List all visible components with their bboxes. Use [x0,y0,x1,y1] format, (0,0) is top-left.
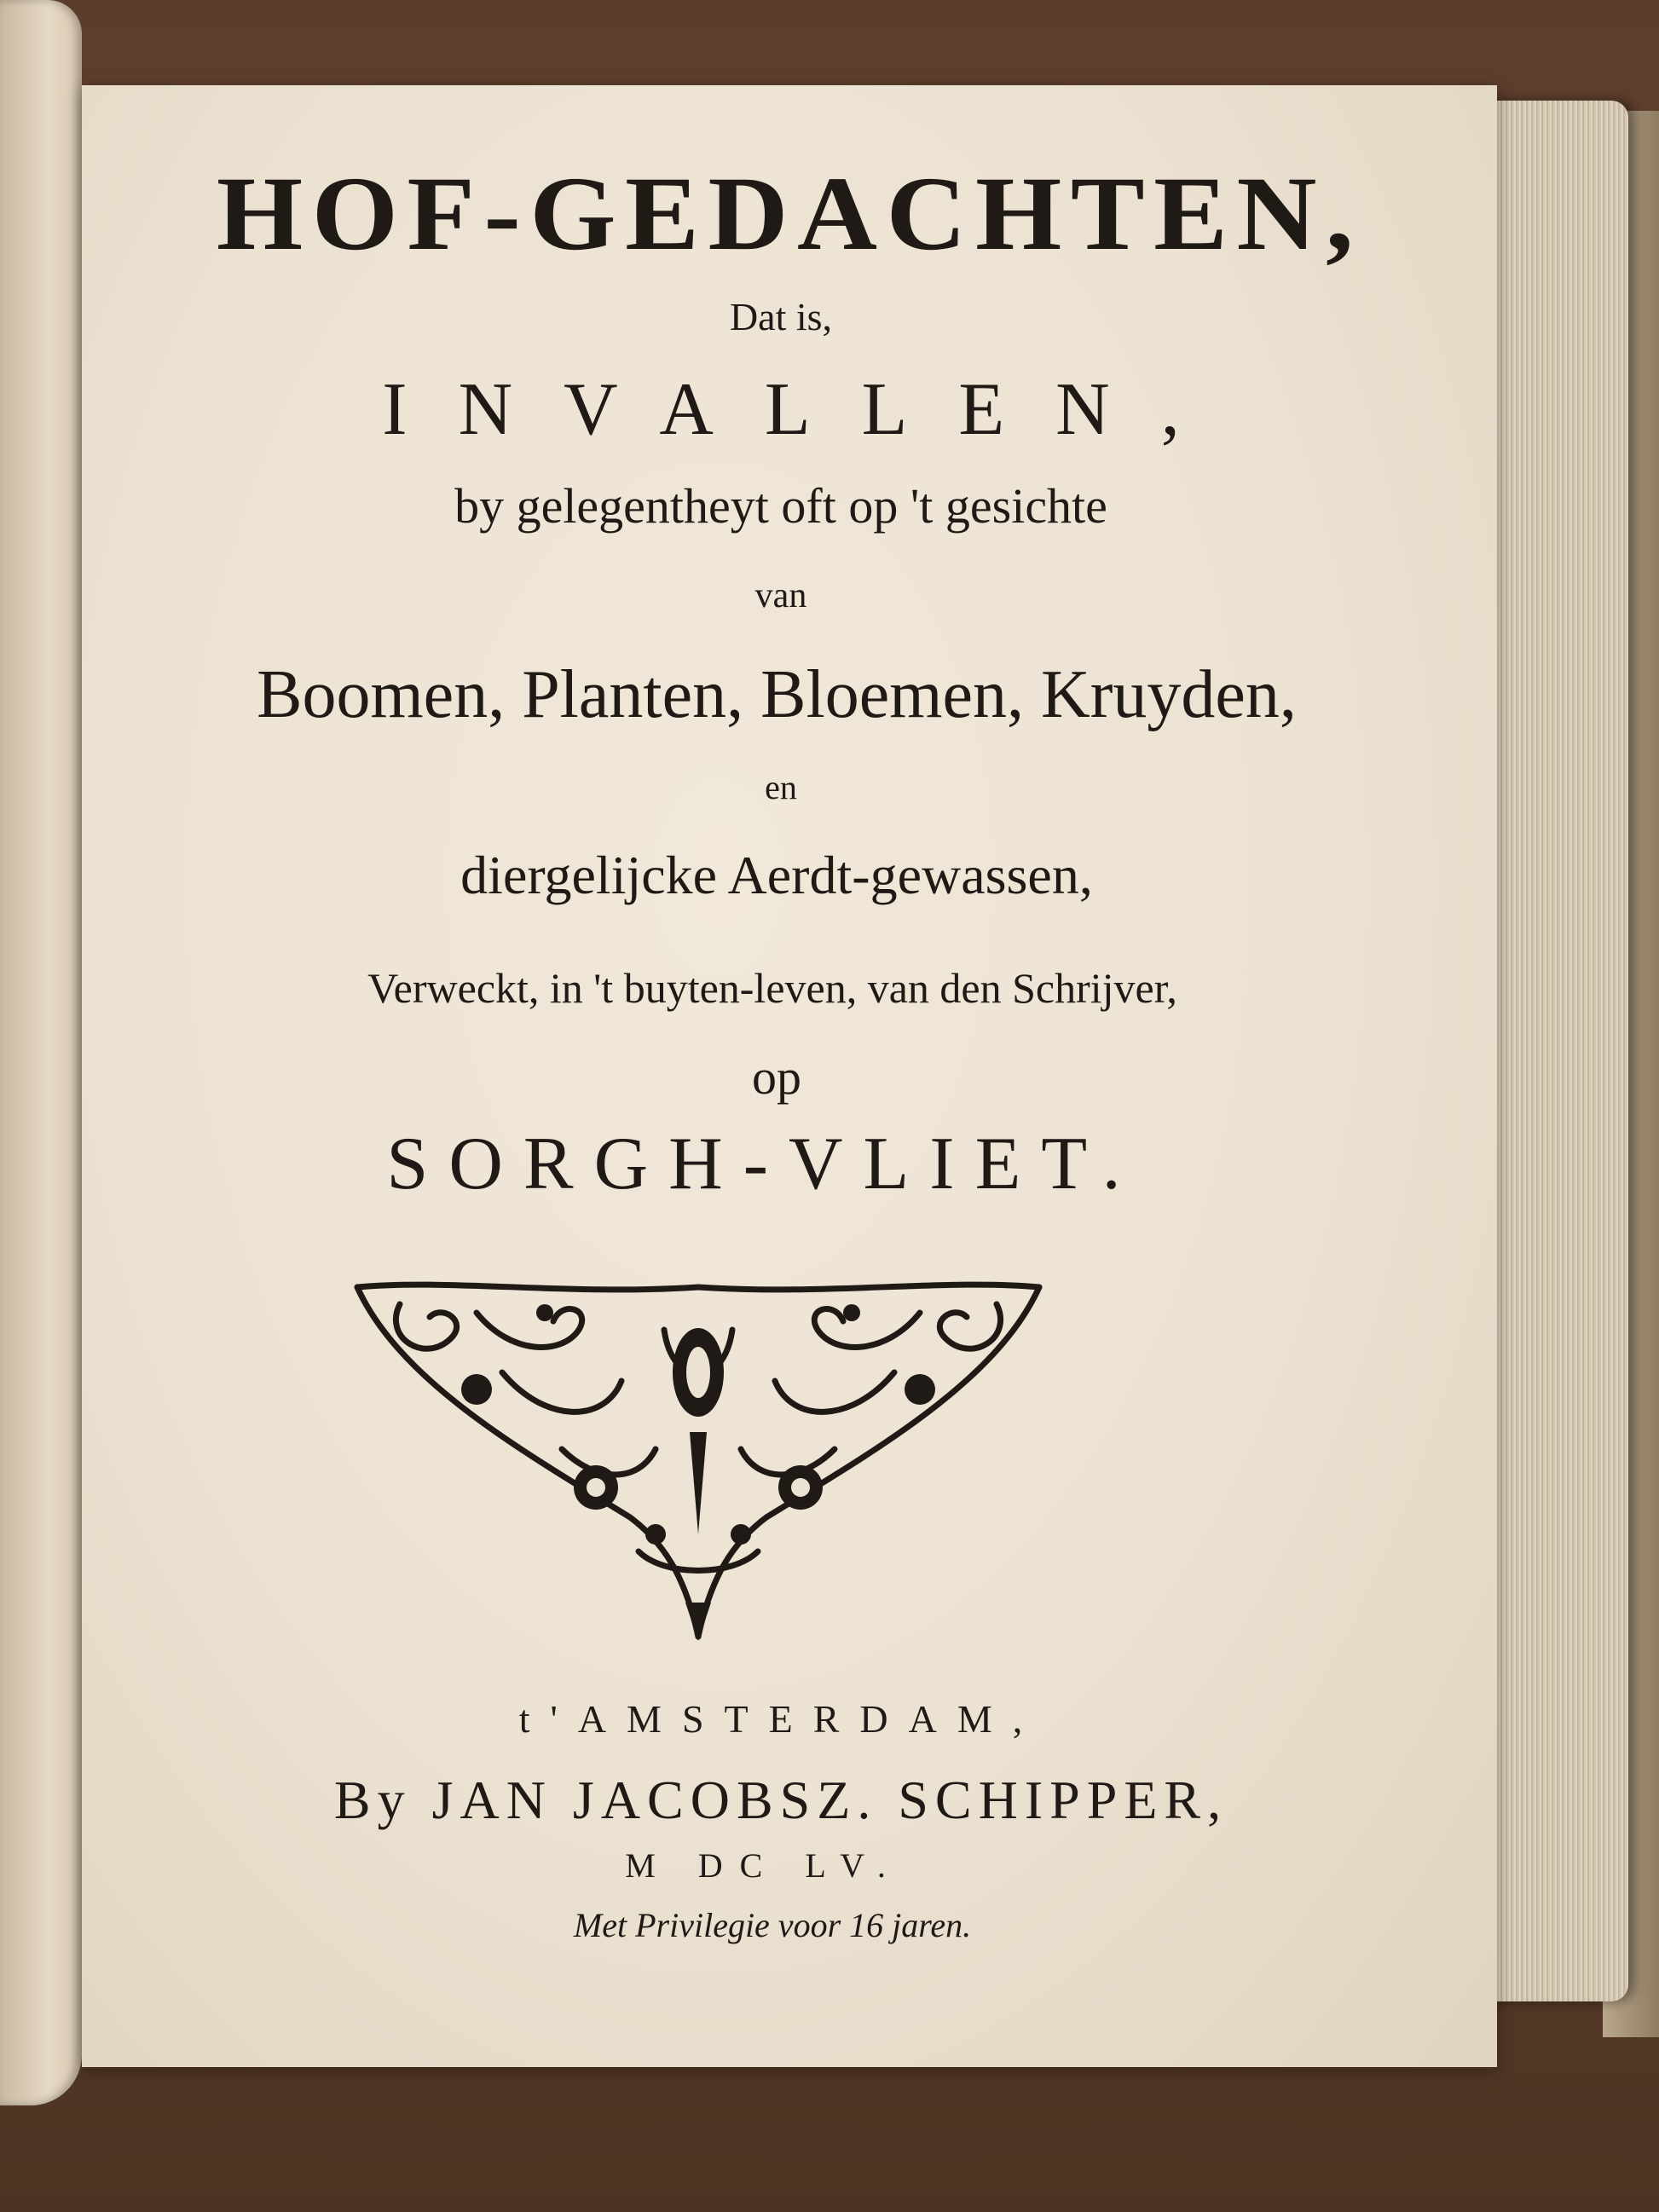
imprint-year: M DC LV. [625,1846,903,1885]
title-page [82,85,1497,2067]
subtitle-diergelijcke: diergelijcke Aerdt-gewassen, [460,845,1093,905]
imprint-place: t'AMSTERDAM, [518,1697,1043,1741]
book-title: HOF-GEDACHTEN, [216,155,1363,272]
subtitle-op: op [752,1049,801,1105]
subtitle-dat-is: Dat is, [729,295,833,338]
subtitle-verweckt: Verweckt, in 't buyten-leven, van den Schrijver, [367,964,1177,1012]
subtitle-sorghvliet: SORGH-VLIET. [386,1123,1142,1205]
imprint-printer: By JAN JACOBSZ. SCHIPPER, [333,1770,1228,1830]
floral-scroll-ornament-icon [349,1279,1048,1645]
subtitle-gelegentheyt: by gelegentheyt oft op 't gesichte [454,478,1107,534]
subtitle-boomen: Boomen, Planten, Bloemen, Kruyden, [257,657,1297,732]
subtitle-en: en [765,768,797,806]
subtitle-van: van [754,576,807,615]
subtitle-invallen: INVALLEN, [382,368,1231,451]
imprint-privilege: Met Privilegie voor 16 jaren. [573,1906,972,1944]
